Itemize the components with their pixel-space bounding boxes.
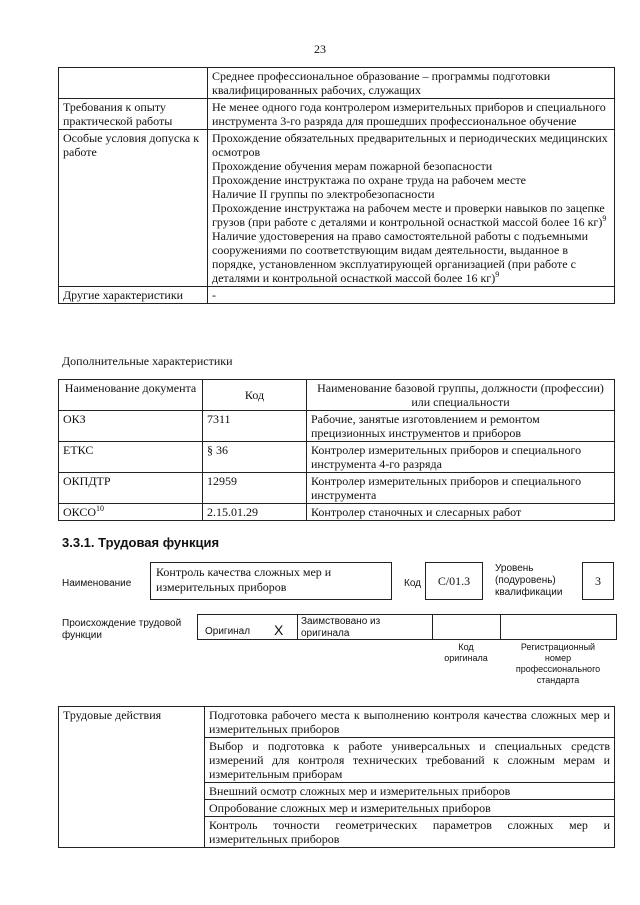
code-cell: 2.15.01.29 xyxy=(203,504,307,521)
labor-action: Контроль точности геометрических параметров сложных мер и измерительных приборов xyxy=(205,817,615,848)
education-cell: Среднее профессиональное образование – программы подготовки квалифицированных рабочих, служащих xyxy=(208,68,615,99)
page-number: 23 xyxy=(314,42,326,56)
doc-cell: ОКПДТР xyxy=(59,473,203,504)
code-label: Код xyxy=(404,578,422,589)
code-cell: 12959 xyxy=(203,473,307,504)
table-row xyxy=(59,68,615,99)
condition-line: Прохождение обучения мерам пожарной безопасности xyxy=(212,159,493,173)
level-label: Уровень (подуровень) квалификации xyxy=(495,563,563,598)
original-mark: X xyxy=(274,622,284,638)
requirement-value xyxy=(208,130,615,287)
name-cell: Контролер измерительных приборов и специального инструмента xyxy=(307,473,615,504)
code-cell: 7311 xyxy=(203,411,307,442)
footnote-mark: 9 xyxy=(602,214,607,223)
condition-line: Прохождение обязательных предварительных и периодических медицинских осмотров xyxy=(212,131,608,159)
condition-text: Прохождение инструктажа на рабочем месте и проверки навыков по зацепке грузов (при работе с деталями и контрольной оснасткой массой более 16 кг) xyxy=(212,201,605,229)
footnote-mark: 10 xyxy=(96,504,105,513)
labor-actions-label: Трудовые действия xyxy=(59,707,205,848)
table-row xyxy=(59,442,615,473)
level-box: 3 xyxy=(582,562,614,600)
labor-action: Опробование сложных мер и измерительных приборов xyxy=(205,800,615,817)
borrowed-label: Заимствовано из оригинала xyxy=(301,616,381,639)
name-label: Наименование xyxy=(62,578,132,589)
code-cell: § 36 xyxy=(203,442,307,473)
section-title: 3.3.1. Трудовая функция xyxy=(62,535,220,550)
table-row xyxy=(59,99,615,130)
code-original-label: Код оригинала xyxy=(444,642,488,663)
table-row xyxy=(59,707,615,738)
table-row xyxy=(59,411,615,442)
table-row xyxy=(59,473,615,504)
labor-actions-table xyxy=(58,706,615,848)
labor-action: Подготовка рабочего места к выполнению контроля качества сложных мер и измерительных приборов xyxy=(205,707,615,738)
divider xyxy=(500,614,501,640)
condition-line: Прохождение инструктажа по охране труда на рабочем месте xyxy=(212,173,526,187)
table-cell xyxy=(59,68,208,99)
name-cell: Рабочие, занятые изготовлением и ремонтом прецизионных инструментов и приборов xyxy=(307,411,615,442)
additional-table xyxy=(58,379,615,521)
table-row xyxy=(59,287,615,304)
function-name-box: Контроль качества сложных мер и измерительных приборов xyxy=(150,562,392,600)
original-label: Оригинал xyxy=(205,626,251,637)
table-row xyxy=(59,130,615,287)
name-cell: Контролер станочных и слесарных работ xyxy=(307,504,615,521)
labor-action: Внешний осмотр сложных мер и измерительных приборов xyxy=(205,783,615,800)
header-name: Наименование базовой группы, должности (профессии) или специальности xyxy=(307,380,615,411)
reg-number-label: Регистрационный номер профессионального стандарта xyxy=(515,642,601,685)
doc-cell: ОКЗ xyxy=(59,411,203,442)
requirement-label: Требования к опыту практической работы xyxy=(59,99,208,130)
divider xyxy=(432,614,433,640)
requirement-value: - xyxy=(208,287,615,304)
header-document: Наименование документа xyxy=(59,380,203,411)
doc-cell: ЕТКС xyxy=(59,442,203,473)
divider xyxy=(297,614,298,640)
requirement-label: Другие характеристики xyxy=(59,287,208,304)
footnote-mark: 9 xyxy=(495,270,500,279)
origin-label: Происхождение трудовой функции xyxy=(62,618,182,641)
requirements-table xyxy=(58,67,615,304)
table-header-row xyxy=(59,380,615,411)
requirement-label: Особые условия допуска к работе xyxy=(59,130,208,287)
additional-title: Дополнительные характеристики xyxy=(62,354,233,368)
doc-text: ОКСО xyxy=(63,505,97,519)
condition-line: Наличие II группы по электробезопасности xyxy=(212,187,435,201)
doc-cell xyxy=(59,504,203,521)
name-cell: Контролер измерительных приборов и специального инструмента 4-го разряда xyxy=(307,442,615,473)
table-row xyxy=(59,504,615,521)
condition-line xyxy=(212,201,610,229)
condition-line xyxy=(212,229,610,285)
condition-text: Наличие удостоверения на право самостоятельной работы с подъемными сооружениями по соответствующим видам деятельности, выданное в порядке, установленном эксплуатирующей организацией (при работе с деталями и контрольной оснасткой массой более 16 кг) xyxy=(212,229,589,285)
labor-action: Выбор и подготовка к работе универсальных и специальных средств измерений для контроля технических требований к сложным мерам и измерительным приборам xyxy=(205,738,615,783)
function-code-box: C/01.3 xyxy=(425,562,483,600)
header-code: Код xyxy=(203,380,307,411)
requirement-value: Не менее одного года контролером измерительных приборов и специального инструмента 3-го разряда для прошедших профессиональное обучение xyxy=(208,99,615,130)
